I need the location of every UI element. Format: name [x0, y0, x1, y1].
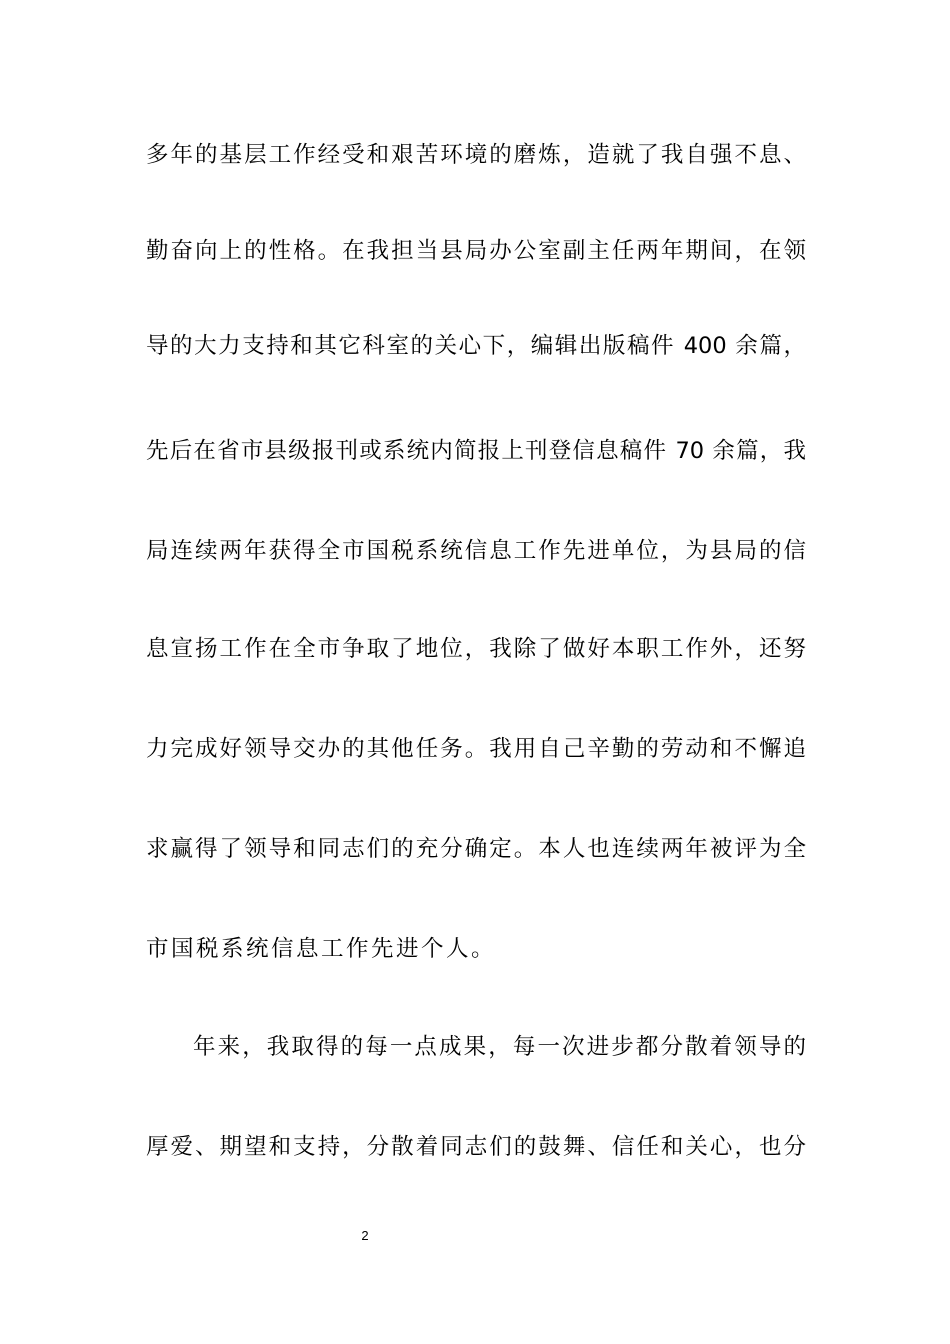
body-text-line: 勤奋向上的性格。在我担当县局办公室副主任两年期间，在领 — [146, 238, 806, 264]
body-text-line: 息宣扬工作在全市争取了地位，我除了做好本职工作外，还努 — [146, 636, 806, 662]
body-text-line: 求赢得了领导和同志们的充分确定。本人也连续两年被评为全 — [146, 836, 806, 862]
body-text-line: 导的大力支持和其它科室的关心下，编辑出版稿件 400 余篇， — [146, 333, 806, 359]
paragraph-first-line: 年来，我取得的每一点成果，每一次进步都分散着领导的 — [193, 1034, 806, 1060]
body-text-line: 市国税系统信息工作先进个人。 — [146, 936, 497, 962]
body-text-line: 多年的基层工作经受和艰苦环境的磨炼，造就了我自强不息、 — [146, 142, 806, 168]
body-text-line: 先后在省市县级报刊或系统内简报上刊登信息稿件 70 余篇，我 — [146, 438, 806, 464]
body-text-line: 局连续两年获得全市国税系统信息工作先进单位，为县局的信 — [146, 538, 806, 564]
page-number: 2 — [361, 1228, 369, 1243]
body-text-line: 厚爱、期望和支持，分散着同志们的鼓舞、信任和关心，也分 — [146, 1134, 806, 1160]
body-text-line: 力完成好领导交办的其他任务。我用自己辛勤的劳动和不懈追 — [146, 736, 806, 762]
